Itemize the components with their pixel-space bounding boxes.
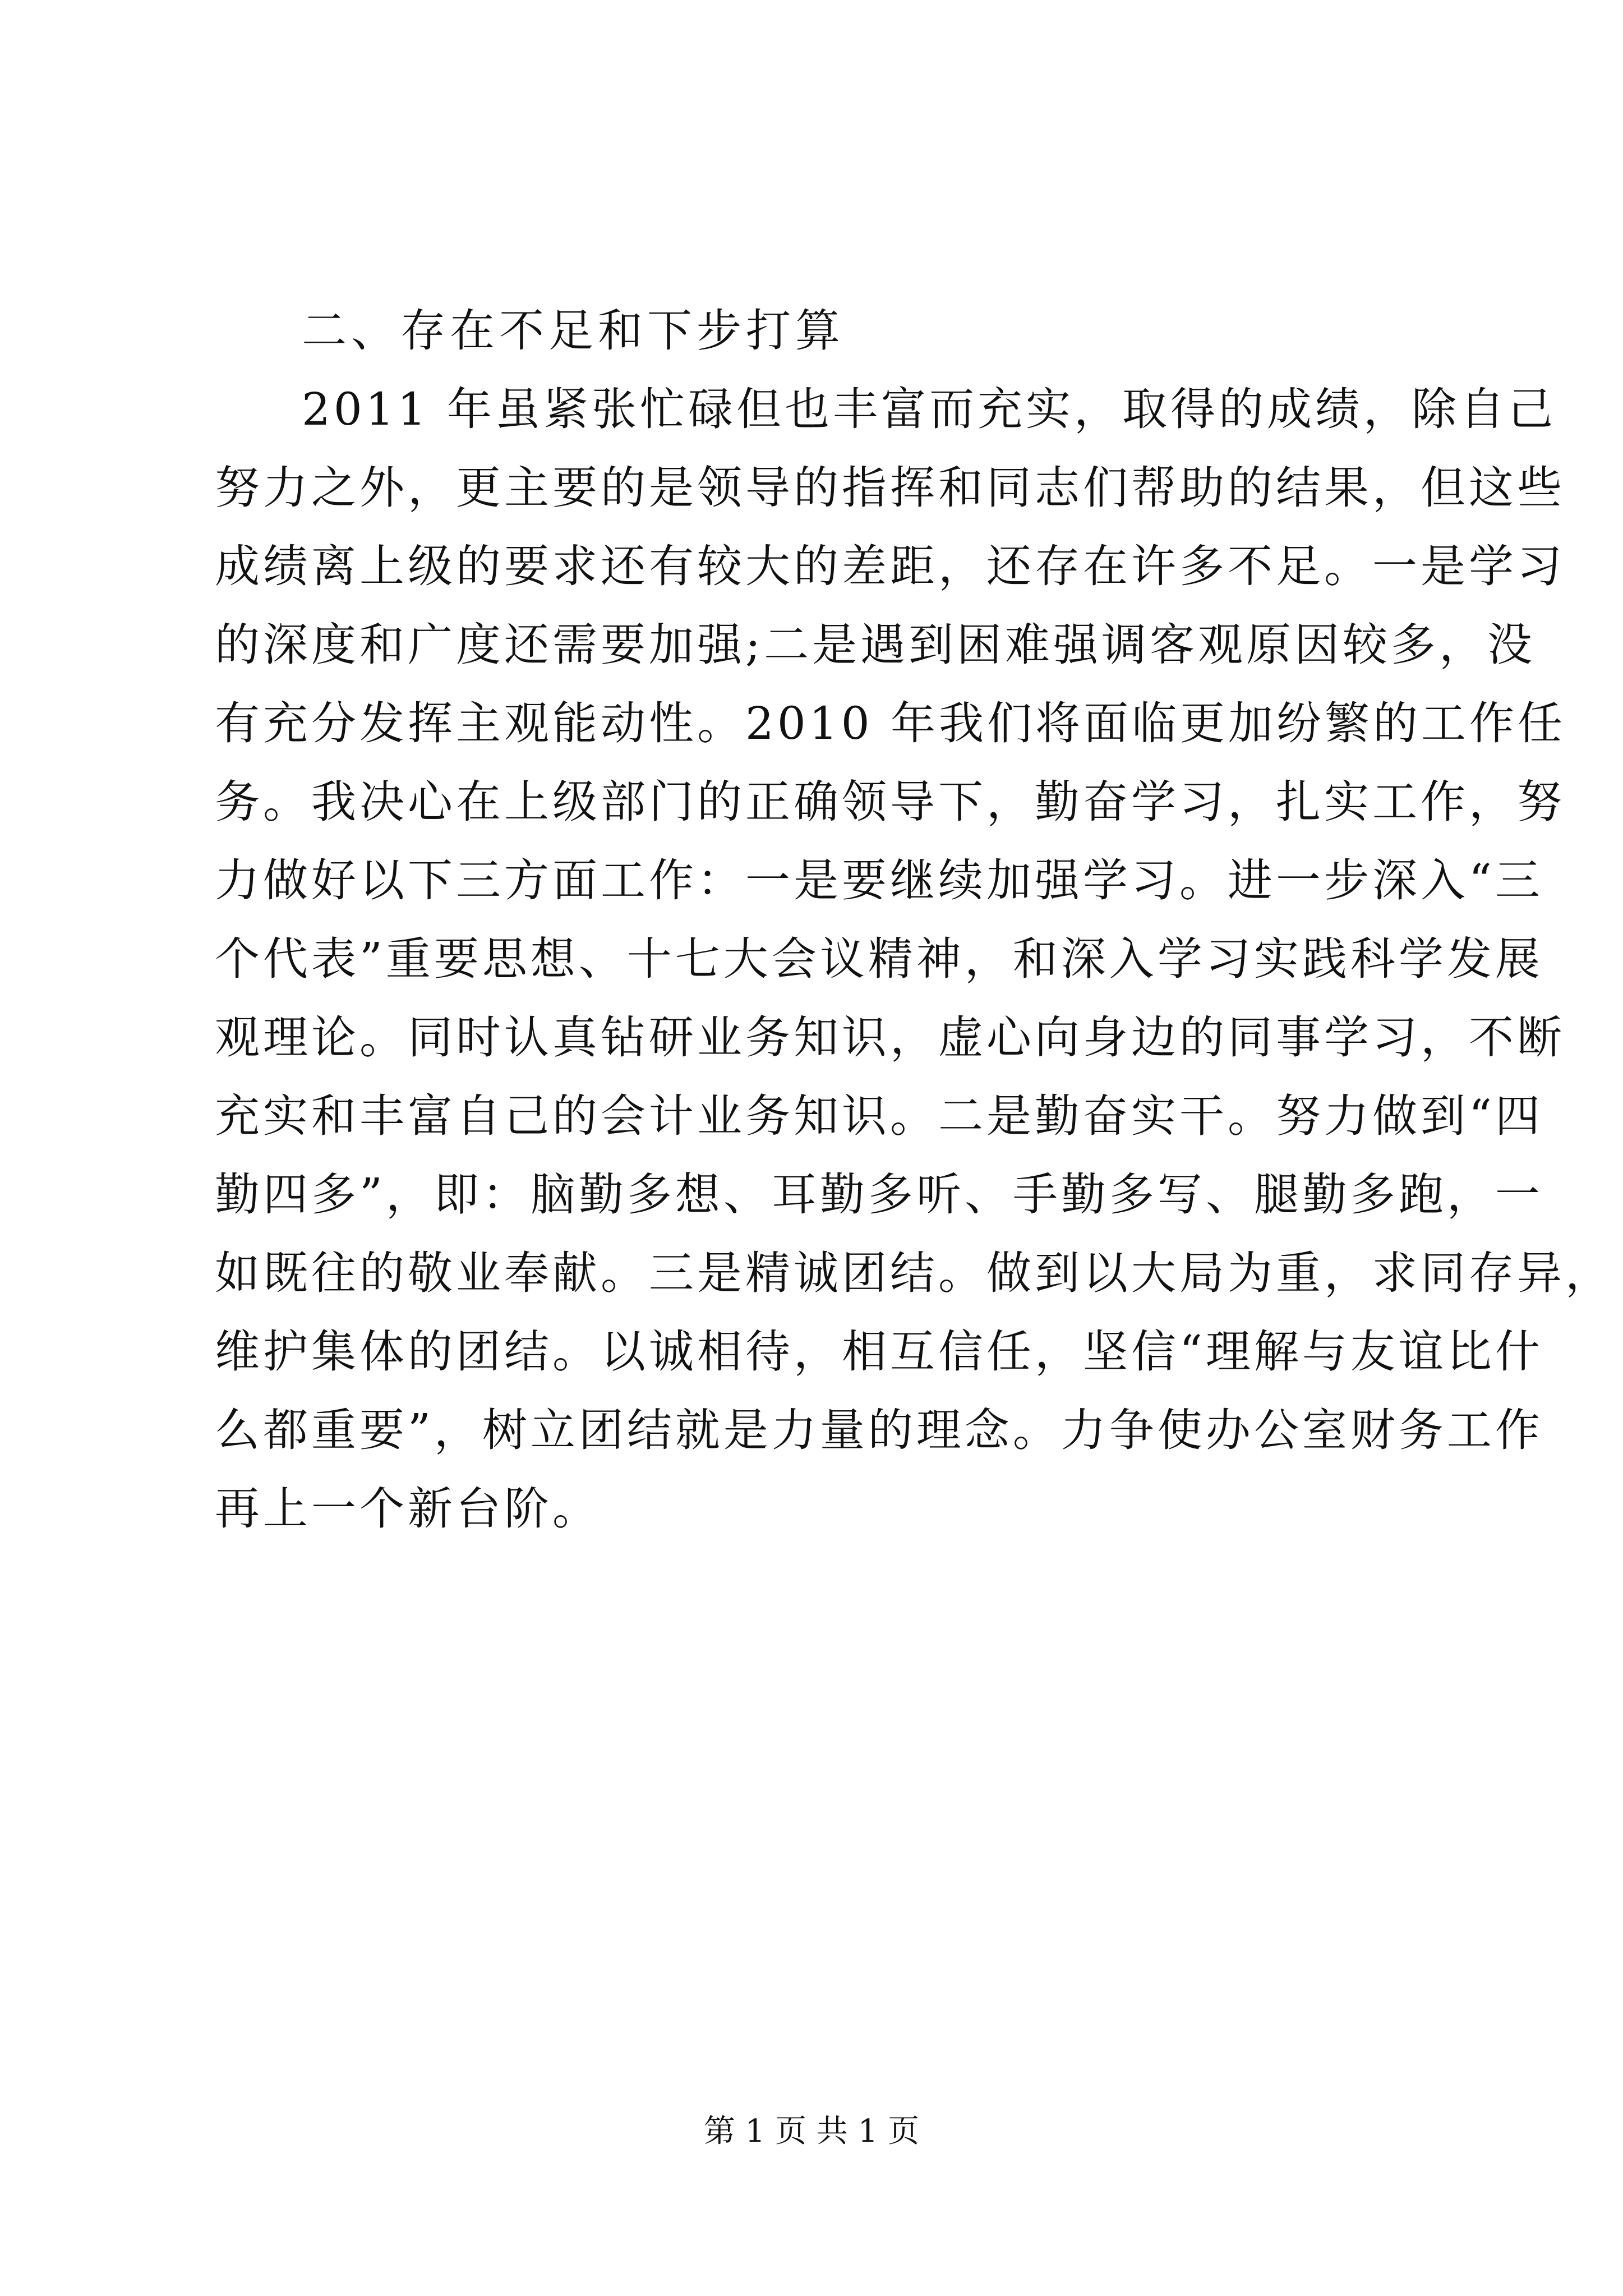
paragraph-line: 的深度和广度还需要加强;二是遇到困难强调客观原因较多，没	[215, 619, 1536, 671]
paragraph-line: 维护集体的团结。以诚相待，相互信任，坚信“理解与友谊比什	[215, 1326, 1543, 1378]
paragraph-line: 成绩离上级的要求还有较大的差距，还存在许多不足。一是学习	[215, 540, 1565, 592]
paragraph-line: 充实和丰富自己的会计业务知识。二是勤奋实干。努力做到“四	[215, 1090, 1543, 1142]
paragraph-line: 勤四多”，即：脑勤多想、耳勤多听、手勤多写、腿勤多跑，一	[215, 1168, 1543, 1221]
paragraph-line: 如既往的敬业奉献。三是精诚团结。做到以大局为重，求同存异，	[215, 1247, 1613, 1299]
paragraph-line: 努力之外，更主要的是领导的指挥和同志们帮助的结果，但这些	[215, 462, 1565, 514]
paragraph-line: 么都重要”，树立团结就是力量的理念。力争使办公室财务工作	[215, 1404, 1543, 1456]
paragraph-line: 再上一个新台阶。	[215, 1483, 601, 1535]
paragraph-line: 务。我决心在上级部门的正确领导下，勤奋学习，扎实工作，努	[215, 776, 1565, 828]
page-footer: 第 1 页 共 1 页	[703, 2113, 920, 2150]
paragraph-line: 个代表”重要思想、十七大会议精神，和深入学习实践科学发展	[215, 933, 1543, 985]
paragraph-line: 力做好以下三方面工作：一是要继续加强学习。进一步深入“三	[215, 854, 1543, 907]
section-heading: 二、存在不足和下步打算	[302, 305, 845, 357]
paragraph-line: 2011 年虽紧张忙碌但也丰富而充实，取得的成绩，除自己	[302, 383, 1557, 435]
paragraph-line: 观理论。同时认真钻研业务知识，虚心向身边的同事学习，不断	[215, 1011, 1565, 1064]
paragraph-line: 有充分发挥主观能动性。2010 年我们将面临更加纷繁的工作任	[215, 697, 1566, 749]
